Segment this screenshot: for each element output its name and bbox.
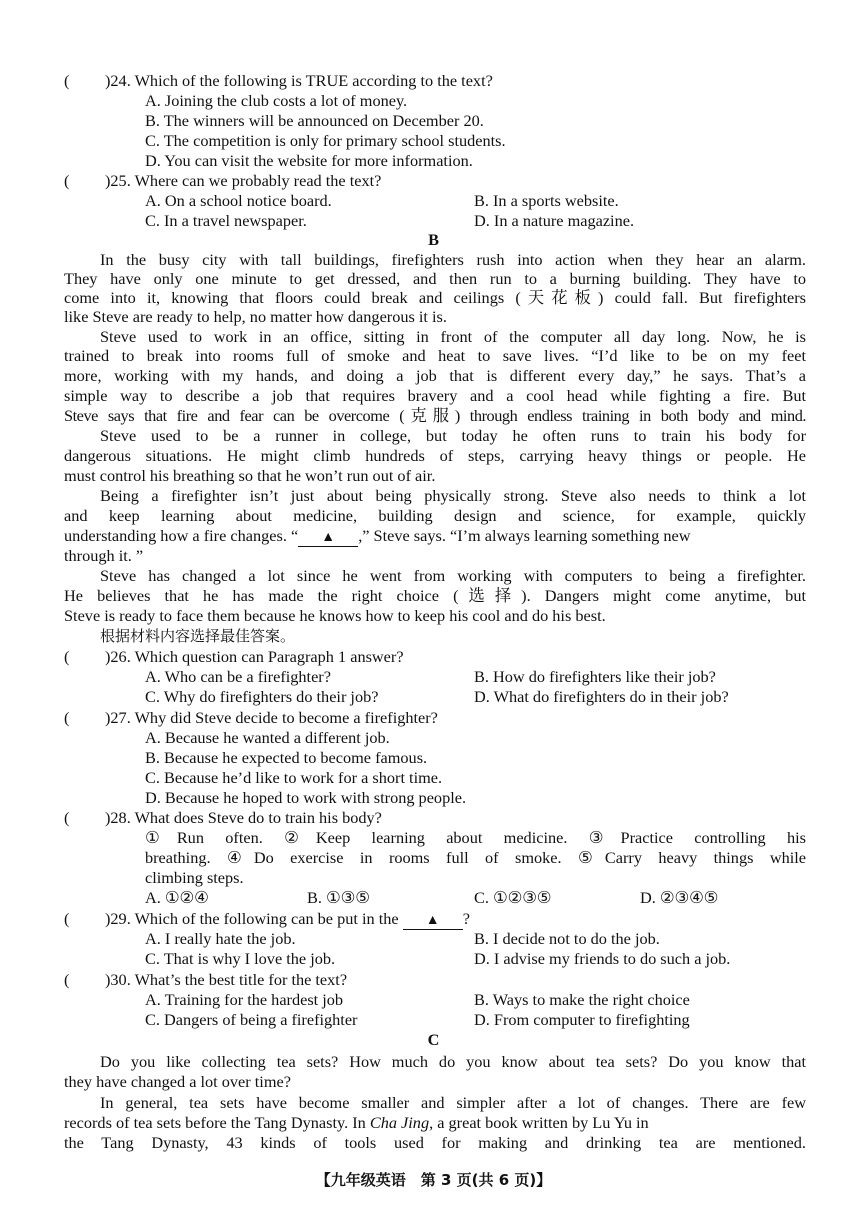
q30-stem: )30. What’s the best title for the text? — [105, 970, 348, 989]
answer-paren: ( — [64, 808, 70, 827]
passage-line: Steve used to work in an office, sitting in front of the computer all day long. Now, he is — [100, 327, 806, 346]
answer-paren: ( — [64, 71, 70, 90]
q25-option-d: D. In a nature magazine. — [474, 211, 635, 230]
passage-line: They have only one minute to get dressed, and then run to a burning building. They have to — [64, 269, 806, 288]
passage-line: like Steve are ready to help, no matter how dangerous it is. — [64, 307, 447, 326]
q25-option-c: C. In a travel newspaper. — [145, 211, 307, 230]
passage-line: Do you like collecting tea sets? How much do you know about tea sets? Do you know that — [100, 1052, 806, 1071]
passage-line: records of tea sets before the Tang Dynasty. In Cha Jing, a great book written by Lu Yu in — [64, 1113, 649, 1132]
q-number: )24. — [105, 71, 131, 90]
q26-option-b: B. How do firefighters like their job? — [474, 667, 716, 686]
passage-line: they have changed a lot over time? — [64, 1072, 291, 1091]
passage-line: through it. ” — [64, 546, 144, 565]
q30-option-a: A. Training for the hardest job — [145, 990, 344, 1009]
section-heading-c: C — [427, 1030, 440, 1049]
q30-option-c: C. Dangers of being a firefighter — [145, 1010, 358, 1029]
passage-line: Being a firefighter isn’t just about being physically strong. Steve also needs to think a lot — [100, 486, 806, 505]
q24-option-c: C. The competition is only for primary school students. — [145, 131, 506, 150]
passage-line: Steve says that fire and fear can be overcome (克服) through endless training in both body and mind. — [64, 406, 806, 425]
q24-option-b: B. The winners will be announced on December 20. — [145, 111, 484, 130]
passage-line: Steve is ready to face them because he knows how to keep his cool and do his best. — [64, 606, 606, 625]
q28-option-b: B. ①③⑤ — [307, 888, 370, 907]
passage-line: In general, tea sets have become smaller and simpler after a lot of changes. There are few — [100, 1093, 806, 1112]
blank-triangle: ▲ — [298, 530, 358, 547]
q25-option-a: A. On a school notice board. — [145, 191, 332, 210]
answer-paren: ( — [64, 708, 70, 727]
q-stem: Which of the following is TRUE according to the text? — [134, 71, 493, 90]
passage-line: Steve used to be a runner in college, but today he often runs to train his body for — [100, 426, 806, 445]
answer-paren: ( — [64, 171, 70, 190]
q30-option-b: B. Ways to make the right choice — [474, 990, 690, 1009]
q28-option-a: A. ①②④ — [145, 888, 209, 907]
q24-option-d: D. You can visit the website for more information. — [145, 151, 473, 170]
q26-option-d: D. What do firefighters do in their job? — [474, 687, 729, 706]
passage-line: must control his breathing so that he won’t run out of air. — [64, 466, 436, 485]
blank-triangle: ▲ — [403, 913, 463, 930]
q28-statements: ①Run often. ②Keep learning about medicine. ③Practice controlling his — [145, 828, 806, 847]
q28-option-c: C. ①②③⑤ — [474, 888, 552, 907]
answer-paren: ( — [64, 647, 70, 666]
q29-stem: )29. Which of the following can be put in the ▲ ? — [105, 909, 470, 928]
q27-stem: )27. Why did Steve decide to become a firefighter? — [105, 708, 438, 727]
passage-line: and keep learning about medicine, building design and science, for example, quickly — [64, 506, 806, 525]
q24-stem — [105, 71, 493, 91]
q24-option-a: A. Joining the club costs a lot of money. — [145, 91, 408, 110]
q28-statements: climbing steps. — [145, 868, 244, 887]
passage-line: trained to break into rooms full of smoke and heat to save lives. “I’d like to be on my feet — [64, 346, 806, 365]
q27-option-c: C. Because he’d like to work for a short time. — [145, 768, 443, 787]
q30-option-d: D. From computer to firefighting — [474, 1010, 690, 1029]
q29-option-d: D. I advise my friends to do such a job. — [474, 949, 731, 968]
passage-line: In the busy city with tall buildings, firefighters rush into action when they hear an alarm. — [100, 250, 806, 269]
passage-line: the Tang Dynasty, 43 kinds of tools used for making and drinking tea are mentioned. — [64, 1133, 806, 1152]
passage-line: dangerous situations. He might climb hundreds of steps, carrying heavy things or people. He — [64, 446, 806, 465]
q26-option-a: A. Who can be a firefighter? — [145, 667, 331, 686]
q27-option-a: A. Because he wanted a different job. — [145, 728, 390, 747]
q28-stem: )28. What does Steve do to train his body? — [105, 808, 382, 827]
q29-option-c: C. That is why I love the job. — [145, 949, 336, 968]
answer-paren: ( — [64, 970, 70, 989]
passage-line: more, working with my hands, and doing a job that is different every day,” he says. That’s a — [64, 366, 806, 385]
passage-line: simple way to describe a job that requires bravery and a cool head while fighting a fire. But — [64, 386, 806, 405]
q26-stem: )26. Which question can Paragraph 1 answer? — [105, 647, 404, 666]
page-footer: 【九年级英语 第 3 页(共 6 页)】 — [315, 1171, 552, 1189]
book-title: Cha Jing — [369, 1113, 430, 1132]
q27-option-b: B. Because he expected to become famous. — [145, 748, 428, 767]
q27-option-d: D. Because he hoped to work with strong people. — [145, 788, 467, 807]
answer-paren: ( — [64, 909, 70, 928]
section-heading-b: B — [428, 230, 439, 249]
q25-option-b: B. In a sports website. — [474, 191, 619, 210]
instruction: 根据材料内容选择最佳答案。 — [100, 627, 296, 645]
q25-stem: )25. Where can we probably read the text? — [105, 171, 382, 190]
passage-line: come into it, knowing that floors could break and ceilings (天花板) could fall. But firefighters — [64, 288, 806, 307]
passage-line: He believes that he has made the right choice (选择). Dangers might come anytime, but — [64, 586, 806, 605]
passage-line-with-blank: understanding how a fire changes. “ ▲ ,” Steve says. “I’m always learning something new — [64, 526, 691, 545]
q28-option-d: D. ②③④⑤ — [640, 888, 719, 907]
q26-option-c: C. Why do firefighters do their job? — [145, 687, 379, 706]
q29-option-a: A. I really hate the job. — [145, 929, 296, 948]
q28-statements: breathing. ④Do exercise in rooms full of smoke. ⑤Carry heavy things while — [145, 848, 806, 867]
q29-option-b: B. I decide not to do the job. — [474, 929, 660, 948]
passage-line: Steve has changed a lot since he went from working with computers to being a firefighter. — [100, 566, 806, 585]
